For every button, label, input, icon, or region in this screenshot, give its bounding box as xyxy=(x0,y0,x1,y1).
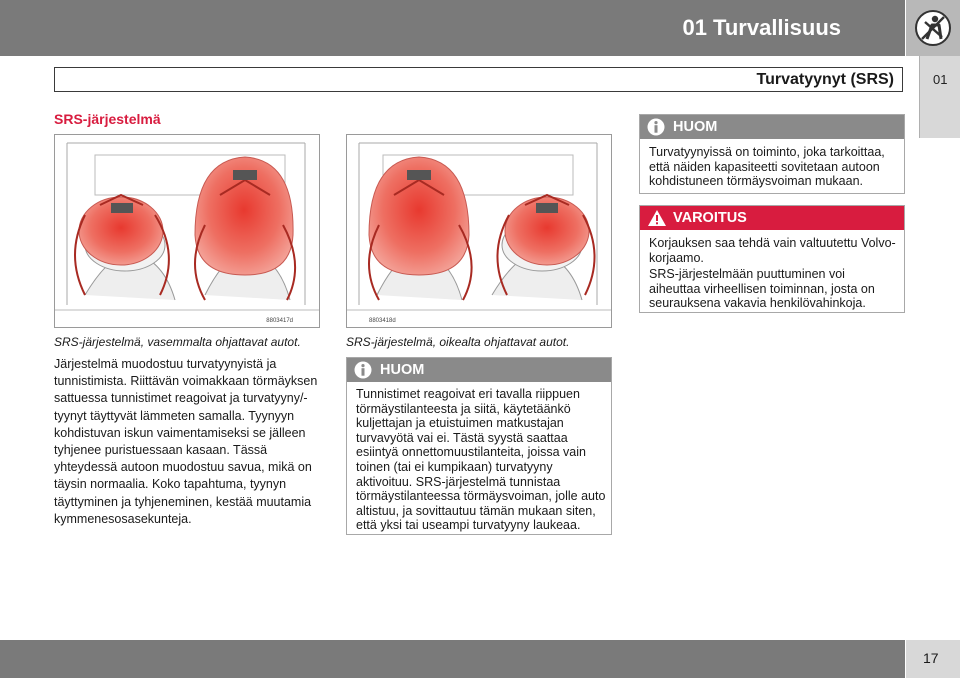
figure-code: 8803417d xyxy=(266,318,293,324)
notice-header xyxy=(640,115,904,139)
page-number-box xyxy=(906,640,960,678)
chapter-title: 01 Turvallisuus xyxy=(682,15,841,40)
chapter-icon-box xyxy=(906,0,960,56)
notice-label: VAROITUS xyxy=(673,210,747,226)
airbag-illustration-right xyxy=(347,135,612,328)
section-title-bar xyxy=(54,67,903,92)
notice-header xyxy=(640,206,904,230)
notice-text xyxy=(649,236,899,313)
figure-caption-left: SRS-järjestelmä, vasemmalta ohjattavat autot. xyxy=(54,335,301,349)
info-icon xyxy=(354,361,372,379)
footer-band xyxy=(0,640,905,678)
notice-huom-middle xyxy=(346,357,612,535)
notice-header xyxy=(347,358,611,382)
notice-varoitus xyxy=(639,205,905,313)
warning-paragraph: Korjauksen saa tehdä vain valtuutettu Volvo-korjaamo. xyxy=(649,236,896,265)
notice-label: HUOM xyxy=(673,119,718,135)
section-title: Turvatyynyt (SRS) xyxy=(756,71,894,88)
notice-text: Tunnistimet reagoivat eri tavalla riippuen törmäystilanteesta ja siitä, käytetäänkö kuljettajan ja etuistuimen matkustajan turvavyötä vai ei. Tästä syystä saattaa esiintyä onnettomuustilanteita, joissa vain toinen (tai ei kumpikaan) turvatyyny aktivoituu. SRS-järjestelmä tunnistaa törmäystilanteessa törmäysvoiman, jolle auto altistuu, ja sovittautuu tämän mukaan siten, että yksi tai useampi turvatyyny laukeaa. xyxy=(356,387,606,533)
warning-paragraph: SRS-järjestelmään puuttuminen voi aiheuttaa virheellisen toiminnan, josta on seurauksena vakavia henkilövahinkoja. xyxy=(649,267,875,311)
warning-icon xyxy=(647,209,667,227)
figure-code: 8803418d xyxy=(369,318,396,324)
body-paragraph: Järjestelmä muodostuu turvatyynyistä ja tunnistimista. Riittävän voimakkaan törmäyksen sattuessa tunnistimet reagoivat ja turvatyyny/-tyynyt täyttyvät lämmeten samalla. Tyynyyn kohdistuvan iskun vaimentamiseksi se jälleen tyhjenee puristuessaan kasaan. Tässä yhteydessä autoon muodostuu savua, mikä on täysin normaalia. Koko tapahtuma, tyynyn täyttyminen ja tyhjeneminen, kestää muutamia kymmenesosasekunteja. xyxy=(54,357,318,526)
airbag-illustration-left xyxy=(55,135,320,328)
seatbelt-icon xyxy=(914,9,952,47)
figure-caption-right: SRS-järjestelmä, oikealta ohjattavat autot. xyxy=(346,335,570,349)
page-number: 17 xyxy=(923,650,939,666)
chapter-side-tab xyxy=(919,56,960,138)
header-band xyxy=(0,0,905,56)
notice-label: HUOM xyxy=(380,362,425,378)
side-tab-label: 01 xyxy=(933,72,948,87)
figure-srs-right-hand-drive xyxy=(346,134,612,328)
info-icon xyxy=(647,118,665,136)
notice-text: Turvatyynyissä on toiminto, joka tarkoittaa, että näiden kapasiteetti sovitetaan autoon kohdistuneen törmäysvoiman mukaan. xyxy=(649,145,885,189)
notice-huom-top xyxy=(639,114,905,194)
figure-srs-left-hand-drive xyxy=(54,134,320,328)
subsection-title: SRS-järjestelmä xyxy=(54,111,161,127)
